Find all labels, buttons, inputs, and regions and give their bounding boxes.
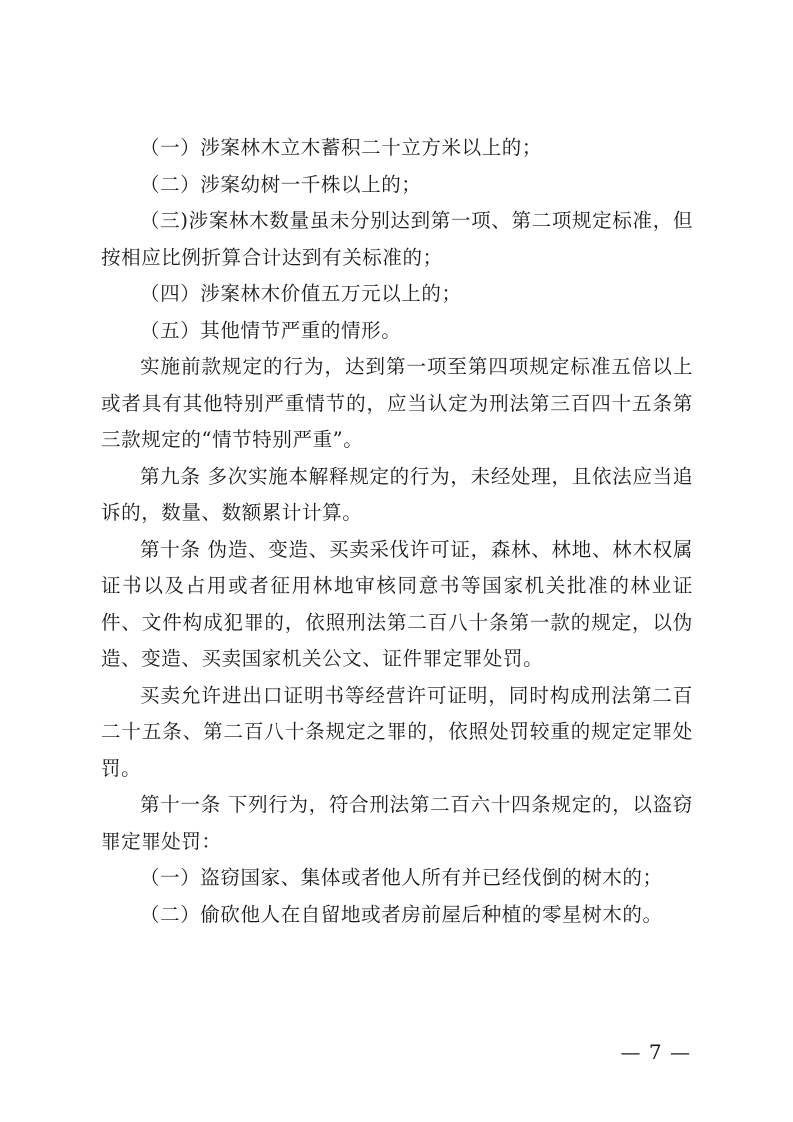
paragraph-article-10: 第十条 伪造、变造、买卖采伐许可证，森林、林地、林木权属证书以及占用或者征用林地审核同意书等国家机关批准的林业证件、文件构成犯罪的，依照刑法第二百八十条第一款的规定，以伪造、变造、买卖国家机关公文、证件罪定罪处罚。 [101,537,693,670]
paragraph-severe-circumstances: 实施前款规定的行为，达到第一项至第四项规定标准五倍以上或者具有其他特别严重情节的，应当认定为刑法第三百四十五条第三款规定的“情节特别严重”。 [101,355,693,451]
paragraph-item-3: （三)涉案林木数量虽未分别达到第一项、第二项规定标准，但按相应比例折算合计达到有关标准的； [101,209,693,269]
document-body [101,130,693,933]
paragraph-article-11-item-1: （一）盗窃国家、集体或者他人所有并已经伐倒的树木的； [140,866,663,889]
paragraph-article-10-cont: 买卖允许进出口证明书等经营许可证明，同时构成刑法第二百二十五条、第二百八十条规定之罪的，依照处罚较重的规定定罪处罚。 [101,683,693,780]
page-number: — 7 — [620,1040,691,1064]
paragraph-item-2: （二）涉案幼树一千株以上的； [140,172,422,196]
paragraph-article-9: 第九条 多次实施本解释规定的行为，未经处理，且依法应当追诉的，数量、数额累计计算。 [101,464,693,524]
paragraph-item-4: （四）涉案林木价值五万元以上的； [140,282,462,305]
paragraph-article-11: 第十一条 下列行为，符合刑法第二百六十四条规定的，以盗窃罪定罪处罚： [101,793,693,853]
paragraph-item-5: （五）其他情节严重的情形。 [140,318,402,342]
paragraph-item-1: （一）涉案林木立木蓄积二十立方米以上的； [140,136,543,159]
paragraph-article-11-item-2: （二）偷砍他人在自留地或者房前屋后种植的零星树木的。 [140,902,663,926]
